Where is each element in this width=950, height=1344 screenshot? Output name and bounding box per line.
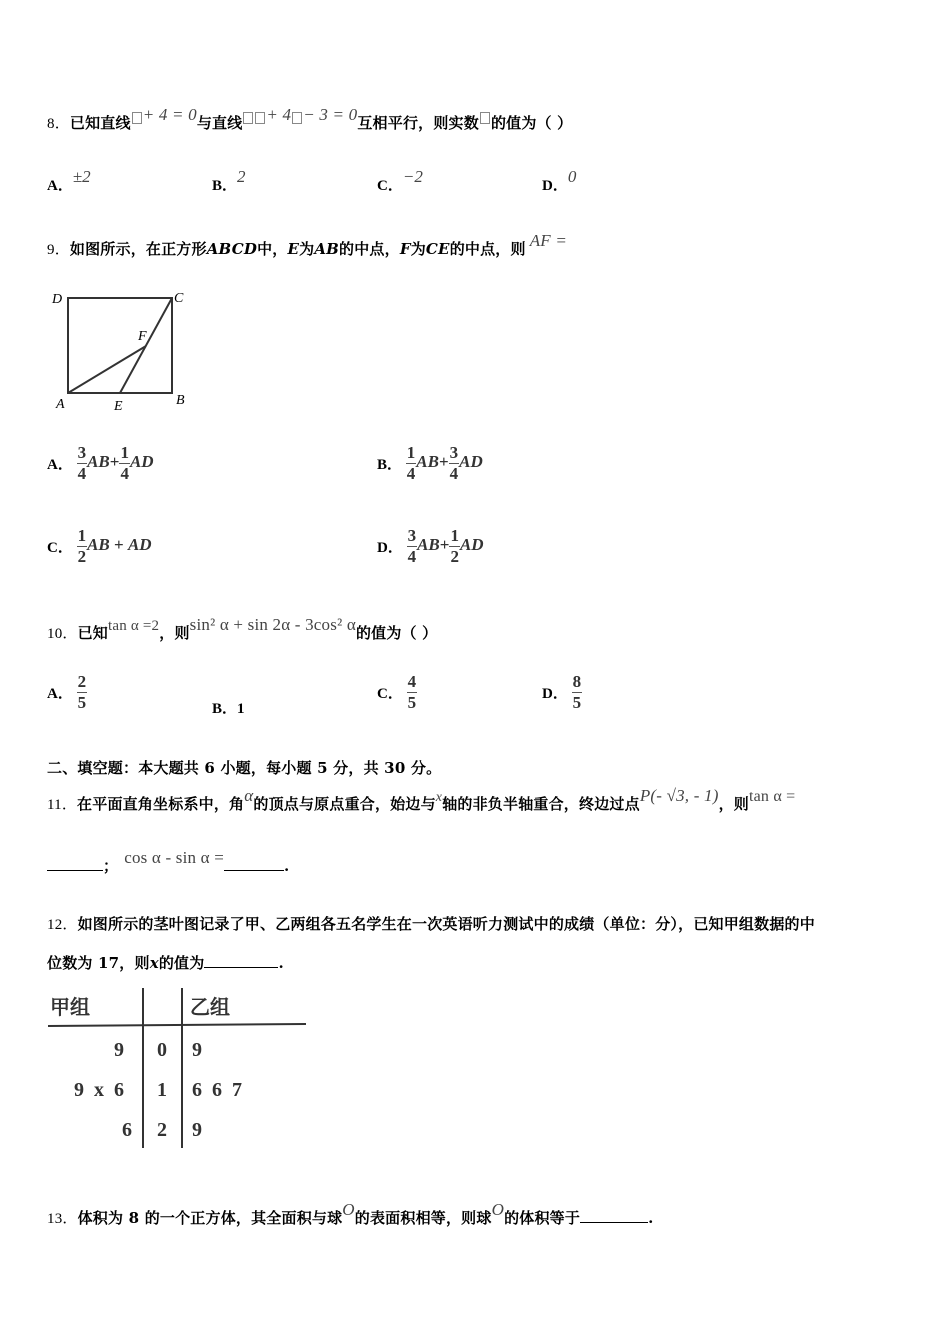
q12-number: 12． [47, 917, 78, 933]
q10-option-b[interactable]: B．1 [212, 701, 245, 717]
q13-stem: 13．体积为 8 的一个正方体，其全面积与球O的表面积相等，则球O的体积等于 . [47, 1200, 654, 1227]
label-f: F [138, 329, 147, 344]
q8-number: 8． [47, 116, 70, 132]
q13-number: 13． [47, 1211, 78, 1227]
q11-blank-2[interactable] [224, 870, 284, 871]
label-a: A [56, 397, 65, 412]
row-3-right: 9 [192, 1119, 202, 1141]
q9-stem: 9．如图所示，在正方形ABCD中，E为AB的中点，F为CE的中点，则 AF = [47, 231, 567, 258]
label-b: B [176, 393, 185, 408]
row-2-stem: 1 [157, 1079, 167, 1101]
q9-option-a[interactable]: A． $\frac{3}{4}$ AB+ $\frac{1}{4}$ AD [47, 443, 154, 483]
q12-stem-line1: 12．如图所示的茎叶图记录了甲、乙两组各五名学生在一次英语听力测试中的成绩（单位：分），已知甲组数据的中 [47, 915, 815, 933]
q8-option-c[interactable]: C．−2 [377, 167, 423, 194]
q12-stem-line2: 位数为 17，则x的值为 . [47, 954, 284, 972]
row-2-left: 9 x 6 [74, 1079, 124, 1101]
q10-stem: 10．已知tan α =2，则sin² α + sin 2α - 3cos² α的值为（ ） [47, 615, 438, 642]
q9-option-b[interactable]: B． $\frac{1}{4}$ AB+ $\frac{3}{4}$ AD [377, 443, 483, 483]
label-c: C [174, 291, 184, 306]
stem-leaf-plot [44, 984, 308, 1154]
row-1-right: 9 [192, 1039, 202, 1061]
q11-answer-line: ； cos α - sin α = . [47, 855, 289, 876]
q8-option-d[interactable]: D．0 [542, 167, 577, 194]
row-3-left: 6 [122, 1119, 132, 1141]
q13-blank[interactable] [580, 1222, 648, 1223]
q11-stem: 11．在平面直角坐标系中，角α的顶点与原点重合，始边与x轴的非负半轴重合，终边过点P(- √3, - 1)，则tan α = [47, 786, 796, 813]
q9-option-d[interactable]: D． $\frac{3}{4}$ AB+ $\frac{1}{2}$ AD [377, 526, 484, 566]
row-1-stem: 0 [157, 1039, 167, 1061]
q12-blank[interactable] [204, 967, 278, 968]
q8-stem: 8．已知直线 + 4 = 0与直线 + 4 − 3 = 0互相平行，则实数 的值为（ ） [47, 105, 573, 132]
right-header: 乙组 [190, 997, 230, 1019]
q10-number: 10． [47, 626, 78, 642]
placeholder-box-icon [292, 112, 302, 124]
header-rule [48, 1024, 306, 1026]
segment-ce [120, 298, 172, 393]
placeholder-box-icon [480, 112, 490, 124]
q10-option-a[interactable]: A． $\frac{2}{5}$ [47, 672, 87, 712]
square-abcd [68, 298, 172, 393]
left-header: 甲组 [50, 997, 90, 1019]
placeholder-box-icon [243, 112, 253, 124]
label-e: E [114, 399, 123, 414]
label-d: D [52, 292, 63, 307]
row-2-right: 6 6 7 [192, 1079, 242, 1101]
segment-af [68, 346, 146, 393]
q8-option-b[interactable]: B．2 [212, 167, 246, 194]
row-3-stem: 2 [157, 1119, 167, 1141]
q10-option-d[interactable]: D． $\frac{8}{5}$ [542, 672, 582, 712]
placeholder-box-icon [255, 112, 265, 124]
q11-number: 11． [47, 797, 78, 813]
q10-option-c[interactable]: C． $\frac{4}{5}$ [377, 672, 417, 712]
q9-option-c[interactable]: C． $\frac{1}{2}$ AB + AD [47, 526, 152, 566]
q11-blank-1[interactable] [47, 870, 103, 871]
row-1-left: 9 [114, 1039, 124, 1061]
section-heading: 二、填空题：本大题共 6 小题，每小题 5 分，共 30 分。 [47, 759, 442, 777]
square-figure [48, 284, 198, 414]
q8-option-a[interactable]: A．±2 [47, 167, 91, 194]
placeholder-box-icon [132, 112, 142, 124]
q9-number: 9． [47, 242, 70, 258]
